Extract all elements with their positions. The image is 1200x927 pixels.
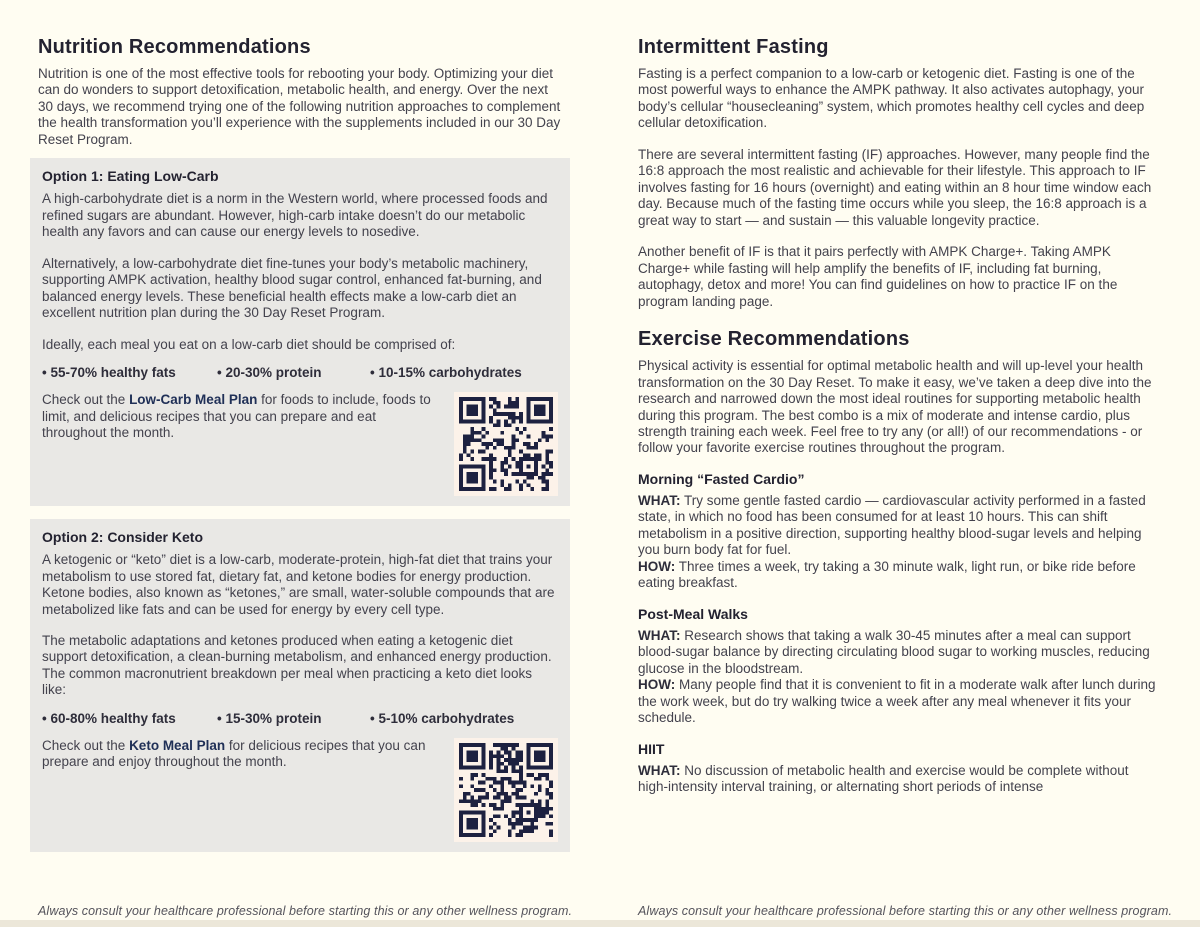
option1-paragraph: A high-carbohydrate diet is a norm in the Western world, where processed foods and refined sugars are abundant. However, high-carb intake doesn’t do our metabolic health any favors and can cause our energy levels to nosedive. xyxy=(42,191,548,240)
disclaimer-right: Always consult your healthcare professional before starting this or any other wellness program. xyxy=(638,904,1173,918)
fasted-cardio-title: Morning “Fasted Cardio” xyxy=(638,470,805,487)
low-carb-macro-bullets xyxy=(42,365,558,380)
keto-macro-bullets xyxy=(42,711,558,726)
fasting-paragraph: There are several intermittent fasting (IF) approaches. However, many people find the 16:8 approach the most realistic and achievable for their lifestyle. This approach to IF involves fasting for 16 hours (overnight) and eating within an 8 hour time window each day. Because much of the fasting time occurs while you sleep, the 16:8 approach is a great way to start — and sustain — this valuable longevity practice. xyxy=(638,146,1152,228)
macro-bullet-fats: • 60-80% healthy fats xyxy=(42,710,176,726)
what-label: WHAT: xyxy=(638,492,681,508)
nutrition-intro-paragraph: Nutrition is one of the most effective tools for rebooting your body. Optimizing your diet can do wonders to support detoxification, metabolic health, and energy. Over the next 30 days, we recommend trying one of the following nutrition approaches to complement the health transformation you’ll experience with the supplements included in our 30 Day Reset Program. xyxy=(38,66,561,147)
post-meal-walks-section xyxy=(638,606,1162,727)
keto-cta-row xyxy=(42,738,558,842)
disclaimer-left: Always consult your healthcare professional before starting this or any other wellness program. xyxy=(38,904,573,918)
fasting-exercise-column xyxy=(638,36,1162,809)
intermittent-fasting-heading: Intermittent Fasting xyxy=(638,36,829,58)
option2-paragraph: A ketogenic or “keto” diet is a low-carb, moderate-protein, high-fat diet that trains your metabolism to use stored fat, dietary fat, and ketone bodies for energy production. Ketone bodies, also known as “ketones,” are small, water-soluble compounds that are metabolized like fats and can be used for energy by every cell type. xyxy=(42,552,555,617)
how-label: HOW: xyxy=(638,558,676,574)
option2-title: Option 2: Consider Keto xyxy=(42,529,203,546)
cta-suffix: for foods to include, foods to limit, and delicious recipes that you can prepare and eat throughout the month. xyxy=(42,392,431,441)
macro-bullet-carbs: • 5-10% carbohydrates xyxy=(370,710,515,726)
low-carb-cta-row xyxy=(42,392,558,496)
keto-meal-plan-link[interactable]: Keto Meal Plan xyxy=(129,737,226,753)
option1-title: Option 1: Eating Low-Carb xyxy=(42,168,219,185)
macro-bullet-carbs: • 10-15% carbohydrates xyxy=(370,365,522,381)
morning-fasted-cardio-section xyxy=(638,471,1162,592)
cta-prefix: Check out the xyxy=(42,392,130,408)
fasting-paragraph: Fasting is a perfect companion to a low-carb or ketogenic diet. Fasting is one of the most powerful ways to enhance the AMPK pathway. It also activates autophagy, your body’s cellular “housecleaning” system, which promotes healthy cell cycles and deep cellular detoxification. xyxy=(638,66,1145,131)
how-text: Many people find that it is convenient to fit in a moderate walk after lunch during the work week, but do try walking twice a week after any meal whenever it fits your schedule. xyxy=(638,677,1156,726)
keto-qr-code xyxy=(454,738,558,842)
hiit-what xyxy=(638,763,1162,796)
post-meal-walks-title: Post-Meal Walks xyxy=(638,605,748,622)
what-text: No discussion of metabolic health and exercise would be complete without high-intensity interval training, or alternating short periods of intense xyxy=(638,762,1129,794)
hiit-section xyxy=(638,741,1162,796)
what-text: Research shows that taking a walk 30-45 minutes after a meal can support blood-sugar balance by directing circulating blood sugar to working muscles, reducing glucose in the bloodstream. xyxy=(638,627,1150,676)
cta-suffix: for delicious recipes that you can prepare and enjoy throughout the month. xyxy=(42,737,426,770)
fasted-cardio-what xyxy=(638,493,1162,559)
option2-keto-panel xyxy=(30,519,570,852)
post-meal-walks-how xyxy=(638,677,1162,726)
how-label: HOW: xyxy=(638,677,676,693)
keto-cta-text xyxy=(42,738,454,771)
what-text: Try some gentle fasted cardio — cardiovascular activity performed in a fasted state, in which no food has been consumed for at least 10 hours. This can shift metabolism in a positive direction, supporting healthy blood-sugar levels and helping you burn body fat for fuel. xyxy=(638,492,1146,558)
what-label: WHAT: xyxy=(638,762,681,778)
option2-paragraph: The metabolic adaptations and ketones produced when eating a ketogenic diet support detoxification, a clean-burning metabolism, and enhanced energy production. The common macronutrient breakdown per meal when practicing a keto diet looks like: xyxy=(42,632,552,698)
nutrition-heading: Nutrition Recommendations xyxy=(38,36,311,58)
hiit-title: HIIT xyxy=(638,740,665,757)
what-label: WHAT: xyxy=(638,627,681,643)
low-carb-cta-text xyxy=(42,392,454,441)
option1-low-carb-panel xyxy=(30,158,570,506)
post-meal-walks-what xyxy=(638,628,1162,677)
fasting-paragraph: Another benefit of IF is that it pairs perfectly with AMPK Charge+. Taking AMPK Charge+ while fasting will help amplify the benefits of IF, including fat burning, autophagy, detox and more! You can find guidelines on how to practice IF on the program landing page. xyxy=(638,244,1118,309)
option1-paragraph: Ideally, each meal you eat on a low-carb diet should be comprised of: xyxy=(42,336,456,352)
macro-bullet-fats: • 55-70% healthy fats xyxy=(42,365,176,381)
how-text: Three times a week, try taking a 30 minute walk, light run, or bike ride before eating breakfast. xyxy=(638,558,1136,591)
page-bottom-edge xyxy=(0,920,1200,927)
macro-bullet-protein: • 20-30% protein xyxy=(217,365,322,381)
nutrition-column xyxy=(30,36,570,865)
low-carb-qr-code xyxy=(454,392,558,496)
exercise-intro-paragraph: Physical activity is essential for optimal metabolic health and will up-level your health transformation on the 30 Day Reset. To make it easy, we’ve taken a deep dive into the research and narrowed down the most ideal routines for supporting metabolic health during this program. The best combo is a mix of moderate and intense cardio, plus strength training each week. Feel free to try any (or all!) of our recommendations - or follow your favorite exercise routines throughout the program. xyxy=(638,358,1152,456)
option1-paragraph: Alternatively, a low-carbohydrate diet fine-tunes your body’s metabolic machinery, supporting AMPK activation, healthy blood sugar control, enhanced fat-burning, and balanced energy levels. These beneficial health effects make a low-carb diet an excellent nutrition plan during the 30 Day Reset Program. xyxy=(42,255,542,321)
exercise-recommendations-heading: Exercise Recommendations xyxy=(638,328,910,351)
cta-prefix: Check out the xyxy=(42,737,130,753)
fasted-cardio-how xyxy=(638,559,1162,592)
low-carb-meal-plan-link[interactable]: Low-Carb Meal Plan xyxy=(129,392,258,408)
macro-bullet-protein: • 15-30% protein xyxy=(217,710,322,726)
